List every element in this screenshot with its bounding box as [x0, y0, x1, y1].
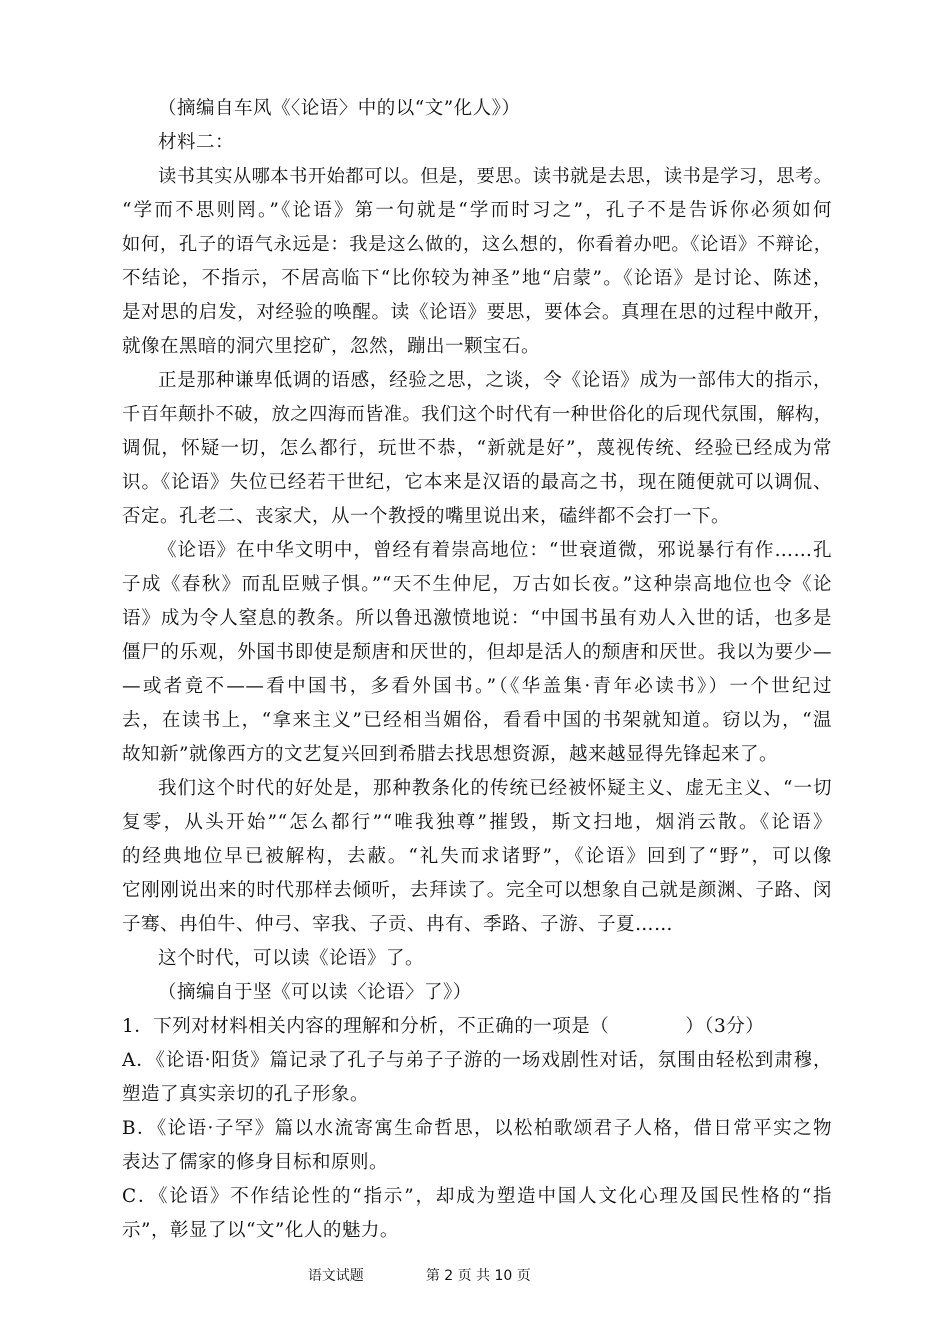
- option-c-cont: 示”，彰显了以“文”化人的魅力。: [122, 1220, 399, 1241]
- text-line: 子成《春秋》而乱臣贼子惧。”“天不生仲尼，万古如长夜。”这种崇高地位也令《论: [122, 574, 832, 595]
- option-b-cont: 表达了儒家的修身目标和原则。: [122, 1152, 389, 1173]
- footer-page-info: 第 2 页 共 10 页: [425, 1268, 531, 1284]
- text-line: 的经典地位早已被解构，去蔽。“礼失而求诸野”，《论语》回到了“野”，可以像: [122, 846, 832, 867]
- text-line: 这个时代，可以读《论语》了。: [158, 948, 425, 969]
- question-1-stem: 1．下列对材料相关内容的理解和分析，不正确的一项是（ ）（3分）: [122, 1016, 765, 1037]
- source-citation-1: （摘编自车风《〈论语〉中的以“文”化人》）: [158, 98, 521, 119]
- text-line: 否定。孔老二、丧家犬，从一个教授的嘴里说出来，磕绊都不会打一下。: [122, 506, 731, 527]
- text-line: 不结论，不指示，不居高临下“比你较为神圣”地“启蒙”。《论语》是讨论、陈述，: [122, 268, 832, 289]
- text-line: 去，在读书上，“拿来主义”已经相当媚俗，看看中国的书架就知道。窃以为，“温: [122, 710, 832, 731]
- material-two-heading: 材料二：: [158, 132, 235, 153]
- text-line: 就像在黑暗的洞穴里挖矿，忽然，蹦出一颗宝石。: [122, 336, 541, 357]
- text-line: 识。《论语》失位已经若干世纪，它本来是汉语的最高之书，现在随便就可以调侃、: [122, 472, 832, 493]
- text-line: 《论语》在中华文明中，曾经有着崇高地位：“世衰道微，邪说暴行有作……孔: [158, 540, 832, 561]
- option-a: A．《论语·阳货》篇记录了孔子与弟子子游的一场戏剧性对话，氛围由轻松到肃穆，: [122, 1050, 832, 1071]
- text-line: “学而不思则罔。”《论语》第一句就是“学而时习之”，孔子不是告诉你必须如何: [122, 200, 832, 221]
- text-line: 我们这个时代的好处是，那种教条化的传统已经被怀疑主义、虚无主义、“一切: [158, 778, 832, 799]
- text-line: 故知新”就像西方的文艺复兴回到希腊去找思想资源，越来越显得先锋起来了。: [122, 744, 778, 765]
- text-line: 僵尸的乐观，外国书即使是颓唐和厌世的，但却是活人的颓唐和厌世。我以为要少—: [122, 642, 832, 663]
- text-line: 调侃，怀疑一切，怎么都行，玩世不恭，“新就是好”，蔑视传统、经验已经成为常: [122, 438, 832, 459]
- text-line: 如何，孔子的语气永远是：我是这么做的，这么想的，你看着办吧。《论语》不辩论，: [122, 234, 832, 255]
- option-a-cont: 塑造了真实亲切的孔子形象。: [122, 1084, 370, 1105]
- text-line: 读书其实从哪本书开始都可以。但是，要思。读书就是去思，读书是学习，思考。: [158, 166, 832, 187]
- page-footer: [290, 1246, 531, 1306]
- text-line: 它刚刚说出来的时代那样去倾听，去拜读了。完全可以想象自己就是颜渊、子路、闵: [122, 880, 832, 901]
- text-line: 子骞、冉伯牛、仲弓、宰我、子贡、冉有、季路、子游、子夏……: [122, 914, 674, 935]
- text-line: 复零，从头开始”“怎么都行”“唯我独尊”摧毁，斯文扫地，烟消云散。《论语》: [122, 812, 832, 833]
- text-line: 是对思的启发，对经验的唤醒。读《论语》要思，要体会。真理在思的过程中敞开，: [122, 302, 832, 323]
- source-citation-2: （摘编自于坚《可以读〈论语〉了》）: [158, 982, 472, 1003]
- option-c: C．《论语》不作结论性的“指示”，却成为塑造中国人文化心理及国民性格的“指: [122, 1186, 832, 1207]
- text-line: 正是那种谦卑低调的语感，经验之思，之谈，令《论语》成为一部伟大的指示，: [158, 370, 832, 391]
- text-line: 语》成为令人窒息的教条。所以鲁迅激愤地说：“中国书虽有劝人入世的话，也多是: [122, 608, 832, 629]
- text-line: 千百年颠扑不破，放之四海而皆准。我们这个时代有一种世俗化的后现代氛围，解构，: [122, 404, 832, 425]
- text-line: —或者竟不——看中国书，多看外国书。”（《华盖集·青年必读书》）一个世纪过: [122, 676, 832, 697]
- option-b: B．《论语·子罕》篇以水流寄寓生命哲思，以松柏歌颂君子人格，借日常平实之物: [122, 1118, 832, 1139]
- footer-subject: 语文试题: [307, 1268, 364, 1284]
